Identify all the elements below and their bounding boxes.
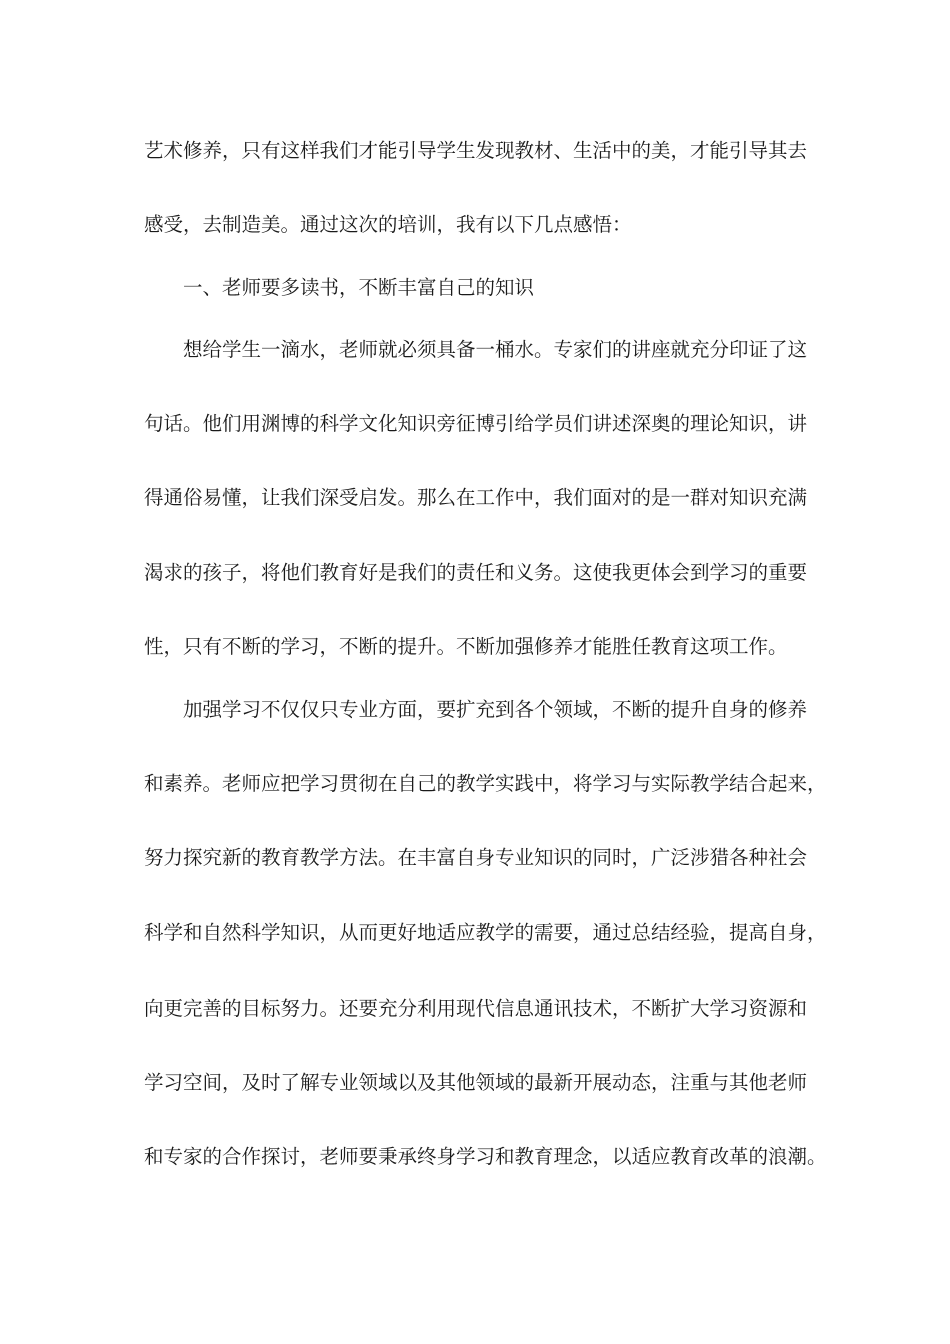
text-line-10: 和素养。老师应把学习贯彻在自己的教学实践中，将学习与实际教学结合起来， [144, 772, 827, 795]
text-line-9: 加强学习不仅仅只专业方面，要扩充到各个领域，不断的提升自身的修养 [183, 698, 808, 721]
text-line-6: 得通俗易懂，让我们深受启发。那么在工作中，我们面对的是一群对知识充满 [144, 486, 808, 509]
text-line-5: 句话。他们用渊博的科学文化知识旁征博引给学员们讲述深奥的理论知识，讲 [144, 412, 808, 435]
text-line-11: 努力探究新的教育教学方法。在丰富自身专业知识的同时，广泛涉猎各种社会 [144, 846, 808, 869]
text-line-1: 艺术修养，只有这样我们才能引导学生发现教材、生活中的美，才能引导其去 [144, 139, 808, 162]
text-line-8: 性，只有不断的学习，不断的提升。不断加强修养才能胜任教育这项工作。 [144, 635, 788, 658]
text-line-15: 和专家的合作探讨，老师要秉承终身学习和教育理念，以适应教育改革的浪潮。 [144, 1145, 827, 1168]
text-line-2: 感受，去制造美。通过这次的培训，我有以下几点感悟： [144, 213, 632, 236]
text-line-13: 向更完善的目标努力。还要充分利用现代信息通讯技术，不断扩大学习资源和 [144, 997, 808, 1020]
section-heading-1: 一、老师要多读书，不断丰富自己的知识 [183, 276, 535, 299]
text-line-4: 想给学生一滴水，老师就必须具备一桶水。专家们的讲座就充分印证了这 [183, 338, 808, 361]
text-line-12: 科学和自然科学知识，从而更好地适应教学的需要，通过总结经验，提高自身， [144, 921, 827, 944]
text-line-14: 学习空间，及时了解专业领域以及其他领域的最新开展动态，注重与其他老师 [144, 1071, 808, 1094]
text-line-7: 渴求的孩子，将他们教育好是我们的责任和义务。这使我更体会到学习的重要 [144, 561, 808, 584]
